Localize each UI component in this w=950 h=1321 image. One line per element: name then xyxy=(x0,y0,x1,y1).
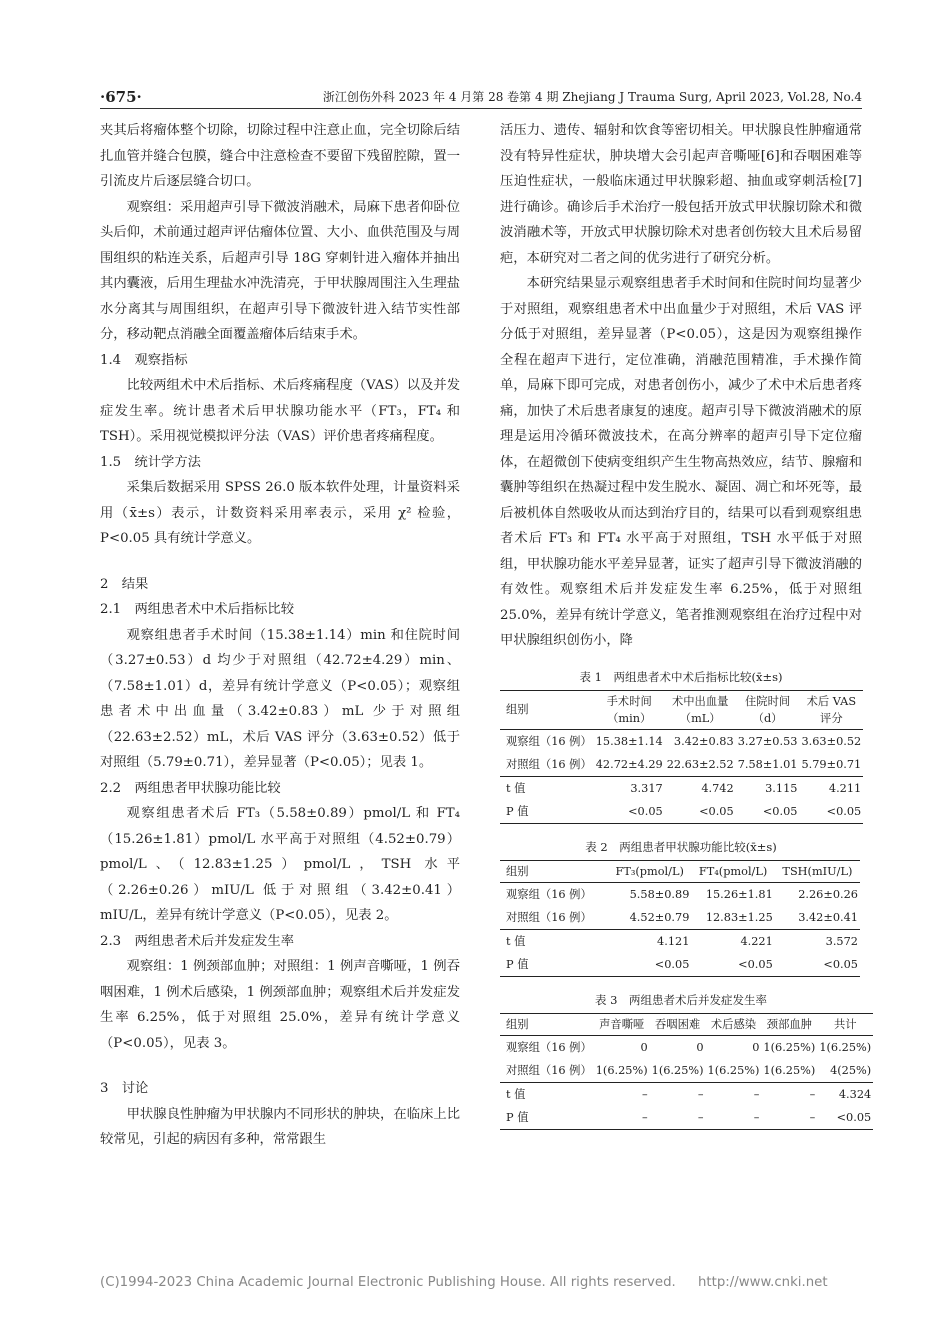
paragraph: 观察组患者术后 FT₃（5.58±0.89）pmol/L 和 FT₄（15.26±1.81）pmol/L 水平高于对照组（4.52±0.79）pmol/L、（12.83±1.25）pmol/L，TSH 水平（2.26±0.26）mIU/L 低于对照组（3.42±0.41）mIU/L，差异有统计学意义（P<0.05），见表 2。 xyxy=(100,806,460,923)
paragraph: 采集后数据采用 SPSS 26.0 版本软件处理，计量资料采用（x̄±s）表示，计数资料采用率表示，采用 χ² 检验，P<0.05 具有统计学意义。 xyxy=(100,480,460,546)
table-row: t 值 – – – – 4.324 xyxy=(500,1082,873,1106)
table-header: 组别 xyxy=(500,690,594,729)
table-header: 声音嘶哑 xyxy=(594,1013,650,1035)
copyright-text: (C)1994-2023 China Academic Journal Electronic Publishing House. All rights reserved. xyxy=(100,1275,676,1290)
footer xyxy=(100,1275,828,1290)
table-header: 共计 xyxy=(817,1013,873,1035)
table-2-caption: 表 2 两组患者甲状腺功能比较(x̄±s) xyxy=(585,839,777,854)
table-row: 对照组（16 例） 4.52±0.79 12.83±1.25 3.42±0.41 xyxy=(506,910,858,924)
journal-citation: 浙江创伤外科 2023 年 4 月第 28 卷第 4 期 Zhejiang J Trauma Surg, April 2023, Vol.28, No.4 xyxy=(322,90,862,104)
table-row: t 值 4.121 4.221 3.572 xyxy=(500,929,860,953)
table-header: 术中出血量 （mL） xyxy=(665,690,736,729)
table-header: 吞咽困难 xyxy=(650,1013,706,1035)
table-header: 组别 xyxy=(500,860,608,882)
section-heading: 2.3 两组患者术后并发症发生率 xyxy=(100,933,295,949)
page-number: ·675· xyxy=(100,88,142,106)
table-row: 观察组（16 例） 0 0 0 1(6.25%) 1(6.25%) xyxy=(506,1040,872,1054)
table-row: P 值 <0.05 <0.05 <0.05 xyxy=(506,957,858,971)
table-header: FT₃(pmol/L) xyxy=(608,860,691,882)
table-header: 组别 xyxy=(500,1013,594,1035)
table-row: t 值 3.317 4.742 3.115 4.211 xyxy=(500,776,863,800)
table-row: 观察组（16 例） 15.38±1.14 3.42±0.83 3.27±0.53 3.63±0.52 xyxy=(506,734,862,748)
table-header: TSH(mIU/L) xyxy=(775,860,860,882)
paragraph: 比较两组术中术后指标、术后疼痛程度（VAS）以及并发症发生率。统计患者术后甲状腺功能水平（FT₃，FT₄ 和 TSH）。采用视觉模拟评分法（VAS）评价患者疼痛程度。 xyxy=(100,378,460,444)
paragraph: 观察组：1 例颈部血肿；对照组：1 例声音嘶哑，1 例吞咽困难，1 例术后感染，1 例颈部血肿；观察组术后并发症发生率 6.25%，低于对照组 25.0%，差异有统计学意义（P<0.05），见表 3。 xyxy=(100,959,460,1051)
table-2 xyxy=(500,860,860,977)
table-row: P 值 – – – – <0.05 xyxy=(506,1110,872,1124)
section-heading: 1.4 观察指标 xyxy=(100,352,188,368)
table-header: 颈部血肿 xyxy=(761,1013,817,1035)
table-3-caption: 表 3 两组患者术后并发症发生率 xyxy=(595,992,767,1007)
table-row: 对照组（16 例） 42.72±4.29 22.63±2.52 7.58±1.01 5.79±0.71 xyxy=(506,757,862,771)
table-header: 住院时间 （d） xyxy=(736,690,800,729)
table-row: 观察组（16 例） 5.58±0.89 15.26±1.81 2.26±0.26 xyxy=(506,887,858,901)
table-row: 对照组（16 例） 1(6.25%) 1(6.25%) 1(6.25%) 1(6.25%) 4(25%) xyxy=(506,1063,872,1077)
section-heading: 3 讨论 xyxy=(100,1081,149,1096)
right-column xyxy=(500,118,872,1130)
table-1 xyxy=(500,690,863,824)
footer-link[interactable]: http://www.cnki.net xyxy=(697,1275,828,1290)
paragraph: 观察组：采用超声引导下微波消融术，局麻下患者仰卧位头后仰，术前通过超声评估瘤体位置、大小、血供范围及与周围组织的粘连关系，后超声引导 18G 穿刺针进入瘤体并抽出其内囊液，后用生理盐水冲洗清亮，于甲状腺周围注入生理盐水分离其与周围组织，在超声引导下微波针进入结节实性部分，移动靶点消融全面覆盖瘤体后结束手术。 xyxy=(100,199,460,342)
paragraph: 夹其后将瘤体整个切除，切除过程中注意止血，完全切除后结扎血管并缝合包膜，缝合中注意检查不要留下残留腔隙，置一引流皮片后逐层缝合切口。 xyxy=(100,123,460,189)
table-header: FT₄(pmol/L) xyxy=(691,860,774,882)
paragraph: 本研究结果显示观察组患者手术时间和住院时间均显著少于对照组，观察组患者术中出血量少于对照组，术后 VAS 评分低于对照组，差异显著（P<0.05），这是因为观察组操作全程在超声下进行，定位准确，消融范围精准，手术操作简单，局麻下即可完成，对患者创伤小，减少了术中术后患者疼痛，加快了术后患者康复的速度。超声引导下微波消融术的原理是运用冷循环微波技术，在高分辨率的超声引导下定位瘤体，在超微创下使病变组织产生生物高热效应，结节、腺瘤和囊肿等组织在热凝过程中发生脱水、凝固、凋亡和坏死等，最后被机体自然吸收从而达到治疗目的，结果可以看到观察组患者术后 FT₃ 和 FT₄ 水平高于对照组，TSH 水平低于对照组，甲状腺功能水平差异显著，证实了超声引导下微波消融的有效性。观察组术后并发症发生率 6.25%，低于对照组 25.0%，差异有统计学意义，笔者推测观察组在治疗过程中对甲状腺组织创伤小，降 xyxy=(500,276,862,648)
page-header xyxy=(100,88,862,106)
table-1-caption: 表 1 两组患者术中术后指标比较(x̄±s) xyxy=(579,669,783,684)
paragraph: 观察组患者手术时间（15.38±1.14）min 和住院时间（3.27±0.53）d 均少于对照组（42.72±4.29）min、（7.58±1.01）d，差异有统计学意义（P<0.05）；观察组患者术中出血量（3.42±0.83）mL 少于对照组（22.63±2.52）mL，术后 VAS 评分（3.63±0.52）低于对照组（5.79±0.71），差异显著（P<0.05）；见表 1。 xyxy=(100,627,460,770)
table-header: 术后 VAS 评分 xyxy=(799,690,863,729)
table-row: P 值 <0.05 <0.05 <0.05 <0.05 xyxy=(506,804,862,818)
paragraph: 活压力、遗传、辐射和饮食等密切相关。甲状腺良性肿瘤通常没有特异性症状，肿块增大会引起声音嘶哑[6]和吞咽困难等压迫性症状，一般临床通过甲状腺彩超、抽血或穿刺活检[7]进行确诊。确诊后手术治疗一般包括开放式甲状腺切除术和微波消融术等，开放式甲状腺切除术对患者创伤较大且术后易留疤，本研究对二者之间的优劣进行了研究分析。 xyxy=(500,123,862,266)
header-rule xyxy=(100,108,862,109)
paragraph: 甲状腺良性肿瘤为甲状腺内不同形状的肿块，在临床上比较常见，引起的病因有多种，常常跟生 xyxy=(100,1106,460,1147)
section-heading: 2.2 两组患者甲状腺功能比较 xyxy=(100,780,281,796)
section-heading: 2.1 两组患者术中术后指标比较 xyxy=(100,602,295,617)
left-column xyxy=(100,118,460,1153)
table-3 xyxy=(500,1013,873,1130)
section-heading: 2 结果 xyxy=(100,576,149,592)
table-header: 术后感染 xyxy=(706,1013,762,1035)
section-heading: 1.5 统计学方法 xyxy=(100,454,201,470)
table-header: 手术时间 （min） xyxy=(594,690,665,729)
